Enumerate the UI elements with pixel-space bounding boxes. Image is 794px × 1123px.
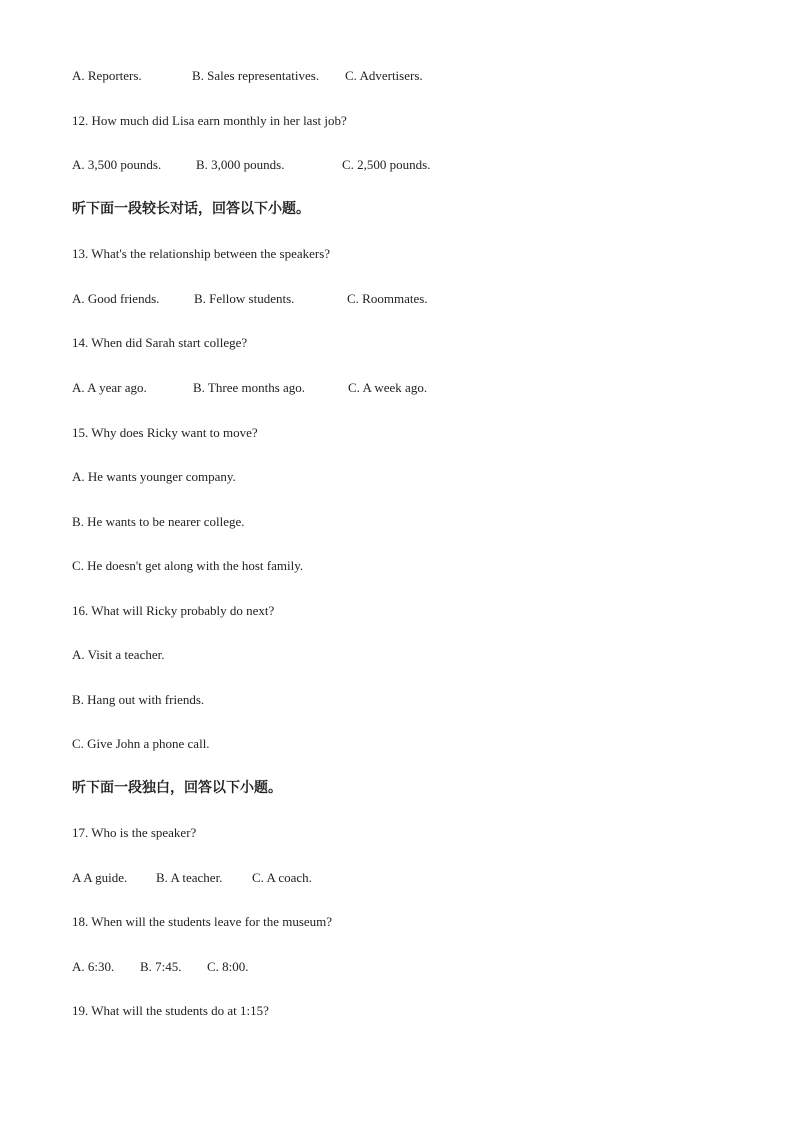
option-b: B. Sales representatives.	[192, 68, 320, 83]
option-c: C. He doesn't get along with the host family.	[72, 558, 304, 573]
question-18: 18. When will the students leave for the museum?	[72, 914, 333, 929]
section-heading-monologue: 听下面一段独白，回答以下小题。	[72, 780, 282, 796]
option-c: C. Advertisers.	[345, 68, 423, 83]
option-a: A. Reporters.	[72, 68, 142, 83]
option-c: C. Roommates.	[347, 291, 428, 306]
option-b: B. 3,000 pounds.	[196, 157, 285, 172]
question-13: 13. What's the relationship between the speakers?	[72, 246, 331, 261]
option-c: C. Give John a phone call.	[72, 736, 210, 751]
question-17: 17. Who is the speaker?	[72, 825, 197, 840]
option-b: B. He wants to be nearer college.	[72, 514, 245, 529]
option-c: C. A coach.	[252, 870, 312, 885]
question-12: 12. How much did Lisa earn monthly in her last job?	[72, 113, 347, 128]
question-15: 15. Why does Ricky want to move?	[72, 425, 258, 440]
option-b: B. 7:45.	[140, 959, 182, 974]
option-b: B. A teacher.	[156, 870, 223, 885]
option-a: A. A year ago.	[72, 380, 147, 395]
option-a: A. 3,500 pounds.	[72, 157, 162, 172]
option-c: C. A week ago.	[348, 380, 428, 395]
question-16: 16. What will Ricky probably do next?	[72, 603, 275, 618]
question-19: 19. What will the students do at 1:15?	[72, 1003, 269, 1018]
question-14: 14. When did Sarah start college?	[72, 335, 248, 350]
option-a: A. 6:30.	[72, 959, 115, 974]
option-b: B. Hang out with friends.	[72, 692, 205, 707]
option-a: A. Visit a teacher.	[72, 647, 165, 662]
section-heading-conversation: 听下面一段较长对话，回答以下小题。	[72, 201, 310, 217]
option-b: B. Three months ago.	[193, 380, 306, 395]
option-b: B. Fellow students.	[194, 291, 295, 306]
option-a: A A guide.	[72, 870, 128, 885]
option-c: C. 2,500 pounds.	[342, 157, 431, 172]
option-a: A. He wants younger company.	[72, 469, 236, 484]
option-c: C. 8:00.	[207, 959, 249, 974]
option-a: A. Good friends.	[72, 291, 160, 306]
